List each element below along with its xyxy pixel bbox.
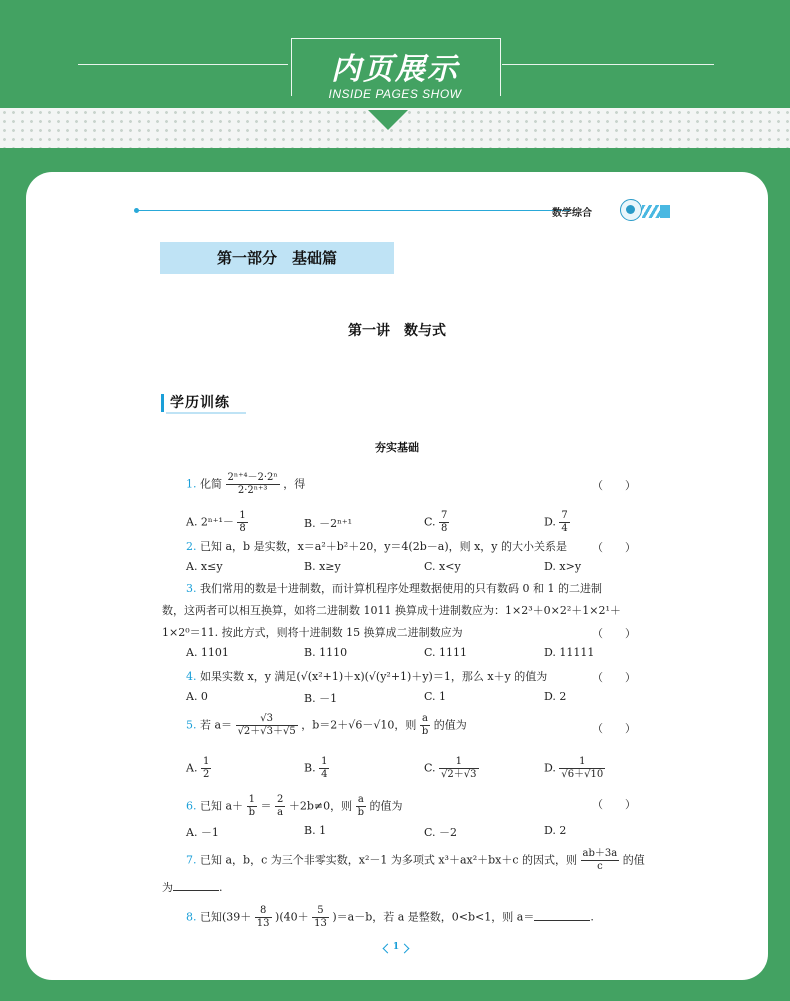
option-text: B. — [304, 761, 320, 775]
option-d: D. 11111 — [544, 646, 595, 659]
question-text: ，得 — [283, 477, 306, 491]
fraction-denominator: 4 — [561, 523, 568, 534]
section-underline — [166, 412, 246, 414]
fraction-numerator: 8 — [255, 905, 272, 918]
fraction-numerator: 7 — [561, 510, 568, 521]
fraction-numerator: 1 — [239, 510, 246, 521]
question-text: 如果实数 x，y 满足(√(x²+1)＋x)(√(y²+1)＋y)＝1，那么 x＋y 的值为 — [200, 670, 548, 683]
question-text: )(40＋ — [275, 910, 309, 924]
question-text: . — [219, 881, 223, 894]
fraction-numerator: a — [356, 794, 366, 807]
question-3-line-3: 1×2⁰＝11. 按此方式，则将十进制数 15 换算成二进制数应为 — [162, 626, 463, 639]
banner-pointer-icon — [368, 110, 408, 130]
fraction — [226, 472, 280, 497]
option-b: B. －2ⁿ⁺¹ — [304, 517, 353, 530]
fraction — [237, 510, 247, 535]
fraction-denominator: 8 — [441, 523, 448, 534]
option-a — [186, 510, 248, 535]
question-3-line-2: 数，这两者可以相互换算，如将二进制数 1011 换算成十进制数应为：1×2³＋0×2²＋1×2¹＋ — [162, 604, 621, 617]
fraction — [236, 713, 298, 738]
fraction-numerator: 5 — [312, 905, 329, 918]
fraction — [319, 756, 329, 781]
document-page — [26, 172, 768, 980]
fraction-numerator: √3 — [236, 713, 298, 726]
fraction — [559, 510, 569, 535]
subheading: 夯实基础 — [375, 441, 419, 454]
header-block-decoration — [660, 205, 670, 218]
question-text: ＝ — [260, 799, 272, 813]
answer-blank[interactable] — [534, 910, 590, 921]
question-8 — [186, 905, 594, 930]
fraction — [312, 905, 329, 930]
question-3 — [186, 581, 602, 596]
fraction — [439, 510, 449, 535]
fraction-numerator: 7 — [441, 510, 448, 521]
banner-subtitle: INSIDE PAGES SHOW — [328, 87, 462, 101]
fraction-numerator: 1 — [321, 756, 328, 767]
option-text: A. 2ⁿ⁺¹－ — [186, 515, 234, 529]
fraction — [439, 756, 478, 781]
answer-bracket: （ ） — [592, 722, 636, 735]
option-c — [424, 510, 449, 535]
fraction-numerator: ab＋3a — [582, 848, 618, 859]
question-number: 7. — [186, 853, 197, 867]
fraction-denominator: 2·2ⁿ⁺³ — [237, 485, 268, 496]
fraction-numerator: 1 — [202, 756, 210, 767]
option-d: D. x>y — [544, 560, 582, 573]
option-a — [186, 756, 211, 781]
question-text: ＋2b≠0，则 — [288, 799, 353, 813]
part-title: 第一部分 基础篇 — [160, 242, 394, 274]
fraction-denominator: c — [597, 861, 603, 872]
option-b: B. －1 — [304, 692, 338, 705]
option-b — [304, 756, 329, 781]
fraction-denominator: b — [248, 807, 255, 818]
question-1 — [186, 472, 305, 497]
answer-bracket: （ ） — [592, 627, 636, 640]
fraction-denominator: a — [277, 807, 284, 818]
question-number: 6. — [186, 799, 197, 813]
question-7 — [186, 848, 645, 873]
option-text: D. — [544, 761, 560, 775]
answer-bracket: （ ） — [592, 798, 636, 811]
fraction-denominator: 13 — [256, 918, 270, 929]
option-text: C. — [424, 761, 440, 775]
fraction-numerator: 1 — [559, 756, 605, 769]
fraction-denominator: 4 — [321, 769, 328, 780]
fraction-denominator: √6＋√10 — [561, 769, 604, 780]
option-c: C. 1111 — [424, 646, 468, 659]
fraction-numerator: 1 — [439, 756, 478, 769]
question-text: )＝a－b，若 a 是整数，0<b<1，则 a＝ — [332, 910, 535, 924]
option-a: A. x≤y — [186, 560, 223, 573]
option-d: D. 2 — [544, 690, 567, 703]
section-title: 学历训练 — [170, 395, 230, 411]
fraction — [581, 848, 620, 873]
fraction — [559, 756, 605, 781]
fraction-denominator: 2 — [202, 769, 210, 780]
fraction-denominator: √2＋√3＋√5 — [237, 726, 296, 737]
option-d — [544, 510, 570, 535]
question-text: 的值为 — [433, 718, 467, 732]
option-b: B. 1110 — [304, 646, 348, 659]
question-text: 已知 a，b，c 为三个非零实数，x²－1 为多项式 x³＋ax²＋bx＋c 的因式，则 — [200, 853, 578, 867]
option-b: B. 1 — [304, 824, 327, 837]
fraction-numerator: 1 — [247, 794, 257, 807]
question-number: 4. — [186, 670, 197, 683]
question-text: 已知(39＋ — [200, 910, 252, 924]
option-text: D. — [544, 515, 560, 529]
question-6 — [186, 794, 403, 819]
header-subject: 数学综合 — [552, 208, 592, 219]
answer-blank[interactable] — [173, 880, 219, 891]
option-c: C. 1 — [424, 690, 447, 703]
question-number: 1. — [186, 477, 197, 491]
option-d: D. 2 — [544, 824, 567, 837]
question-text: 的值为 — [369, 799, 403, 813]
fraction-denominator: 8 — [239, 523, 246, 534]
fraction-denominator: 13 — [314, 918, 327, 929]
school-emblem-icon — [620, 199, 642, 221]
question-text: 的值 — [622, 853, 645, 867]
answer-bracket: （ ） — [592, 479, 636, 492]
option-d — [544, 756, 605, 781]
option-a: A. 1101 — [186, 646, 229, 659]
question-4 — [186, 669, 547, 684]
fraction — [420, 713, 430, 738]
fraction-denominator: √2＋√3 — [441, 769, 477, 780]
question-text: 化简 — [200, 477, 222, 491]
fraction — [275, 794, 285, 819]
question-7-line-2 — [162, 880, 223, 895]
lecture-title: 第一讲 数与式 — [348, 323, 446, 339]
fraction-numerator: 2 — [276, 794, 284, 805]
fraction — [247, 794, 257, 819]
question-number: 2. — [186, 540, 197, 553]
question-5 — [186, 713, 467, 738]
option-text: A. — [186, 761, 201, 775]
option-b: B. x≥y — [304, 560, 341, 573]
question-text: 已知 a，b 是实数，x＝a²＋b²＋20，y＝4(2b－a)，则 x，y 的大小关系是 — [200, 540, 568, 553]
option-a: A. 0 — [186, 690, 208, 703]
question-2 — [186, 539, 567, 554]
question-text: . — [590, 910, 594, 924]
answer-bracket: （ ） — [592, 671, 636, 684]
question-text: 我们常用的数是十进制数，而计算机程序处理数据使用的只有数码 0 和 1 的二进制 — [200, 582, 602, 595]
option-c: C. x<y — [424, 560, 461, 573]
question-text: 已知 a＋ — [200, 799, 244, 813]
option-c: C. －2 — [424, 826, 458, 839]
banner-title: 内页展示 — [331, 52, 459, 87]
fraction-numerator: a — [420, 713, 430, 726]
fraction-denominator: b — [357, 807, 365, 818]
question-text: ，b＝2＋√6－√10，则 — [301, 718, 417, 732]
fraction-denominator: b — [421, 726, 429, 737]
page-number: 1 — [376, 942, 416, 952]
fraction-numerator: 2ⁿ⁺⁴－2·2ⁿ — [227, 472, 278, 483]
section-marker — [161, 394, 164, 412]
question-text: 为 — [162, 881, 173, 894]
question-number: 8. — [186, 910, 197, 924]
fraction — [201, 756, 211, 781]
header-rule-dot — [134, 208, 139, 213]
header-rule — [138, 210, 570, 211]
question-number: 3. — [186, 582, 197, 595]
option-text: C. — [424, 515, 440, 529]
answer-bracket: （ ） — [592, 541, 636, 554]
fraction — [356, 794, 366, 819]
question-number: 5. — [186, 718, 197, 732]
fraction — [255, 905, 272, 930]
option-a: A. －1 — [186, 826, 219, 839]
question-text: 若 a＝ — [200, 718, 233, 732]
option-c — [424, 756, 479, 781]
